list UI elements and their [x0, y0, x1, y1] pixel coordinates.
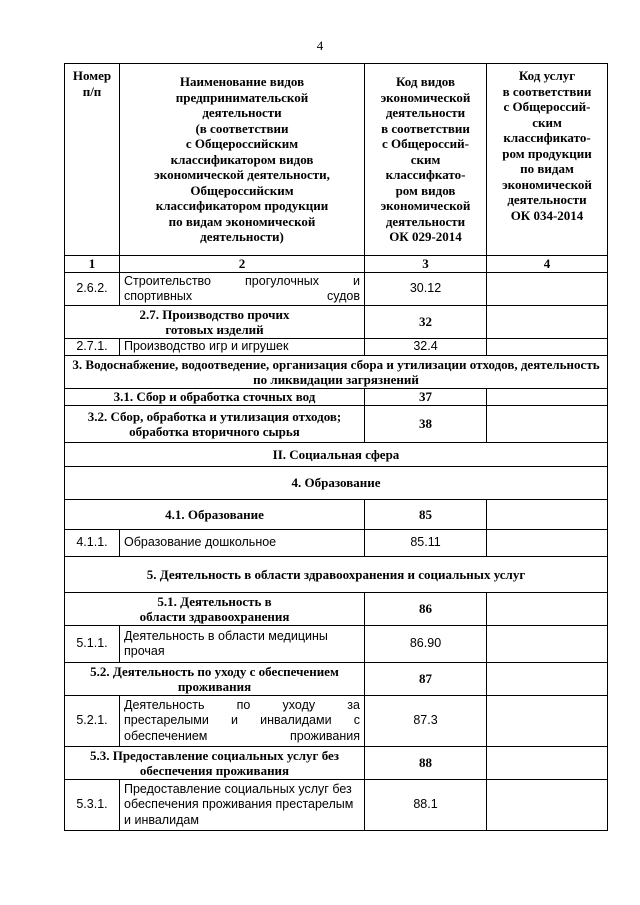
row-number: 4.1.1. — [65, 530, 120, 557]
row-code: 86.90 — [365, 626, 487, 663]
row-service-code — [487, 747, 608, 780]
section-row — [65, 356, 608, 389]
column-number: 4 — [487, 256, 608, 273]
column-number: 1 — [65, 256, 120, 273]
row-service-code — [487, 780, 608, 831]
row-code: 37 — [365, 389, 487, 406]
row-name: 5.1. Деятельность в области здравоохранения — [65, 593, 365, 626]
row-code: 85 — [365, 500, 487, 530]
table-row — [65, 406, 608, 443]
header-okpd-code: Код услуг в соответствии с Общероссий- ским классификато- ром продукции по видам экономической деятельности ОК 034-2014 — [487, 64, 608, 256]
header-okved-code: Код видов экономической деятельности в соответствии с Общероссий- ским классифкато- ром видов экономической деятельности ОК 029-2014 — [365, 64, 487, 256]
row-service-code — [487, 406, 608, 443]
row-name: 3.2. Сбор, обработка и утилизация отходов; обработка вторичного сырья — [65, 406, 365, 443]
header-number: Номер п/п — [65, 64, 120, 256]
row-code: 38 — [365, 406, 487, 443]
row-name: Образование дошкольное — [120, 530, 365, 557]
row-service-code — [487, 530, 608, 557]
row-name: 4.1. Образование — [65, 500, 365, 530]
table-row — [65, 747, 608, 780]
row-code: 88.1 — [365, 780, 487, 831]
table-row — [65, 500, 608, 530]
table-row — [65, 339, 608, 356]
row-number: 5.2.1. — [65, 696, 120, 747]
row-service-code — [487, 593, 608, 626]
row-service-code — [487, 273, 608, 306]
column-number: 2 — [120, 256, 365, 273]
table-row — [65, 626, 608, 663]
row-name: Производство игр и игрушек — [120, 339, 365, 356]
row-service-code — [487, 696, 608, 747]
row-name: 2.7. Производство прочих готовых изделий — [65, 306, 365, 339]
row-service-code — [487, 306, 608, 339]
section-row — [65, 557, 608, 593]
row-name: Деятельность в области медицины прочая — [120, 626, 365, 663]
table-row — [65, 780, 608, 831]
row-number: 2.7.1. — [65, 339, 120, 356]
row-service-code — [487, 663, 608, 696]
row-code: 86 — [365, 593, 487, 626]
section-title: 5. Деятельность в области здравоохранения и социальных услуг — [65, 557, 608, 593]
table-row — [65, 663, 608, 696]
table-row — [65, 306, 608, 339]
table-row — [65, 593, 608, 626]
row-name: 5.2. Деятельность по уходу с обеспечением проживания — [65, 663, 365, 696]
row-name: 5.3. Предоставление социальных услуг без обеспечения проживания — [65, 747, 365, 780]
row-code: 32 — [365, 306, 487, 339]
row-name: Строительство прогулочных и спортивных судов — [120, 273, 365, 306]
section-row — [65, 467, 608, 500]
activities-table — [64, 63, 608, 831]
row-name: Предоставление социальных услуг без обеспечения проживания престарелым и инвалидам — [120, 780, 365, 831]
row-code: 85.11 — [365, 530, 487, 557]
section-title: 4. Образование — [65, 467, 608, 500]
header-row — [65, 64, 608, 256]
table-row — [65, 696, 608, 747]
table-row — [65, 389, 608, 406]
row-number: 5.3.1. — [65, 780, 120, 831]
column-numbers-row — [65, 256, 608, 273]
row-code: 30.12 — [365, 273, 487, 306]
row-service-code — [487, 339, 608, 356]
row-code: 87.3 — [365, 696, 487, 747]
row-code: 32.4 — [365, 339, 487, 356]
row-service-code — [487, 626, 608, 663]
row-code: 87 — [365, 663, 487, 696]
page-number: 4 — [316, 38, 324, 53]
row-number: 5.1.1. — [65, 626, 120, 663]
table-row — [65, 273, 608, 306]
row-code: 88 — [365, 747, 487, 780]
section-title: 3. Водоснабжение, водоотведение, организация сбора и утилизации отходов, деятельность по ликвидации загрязнений — [65, 356, 608, 389]
row-service-code — [487, 389, 608, 406]
section-title: II. Социальная сфера — [65, 443, 608, 467]
row-number: 2.6.2. — [65, 273, 120, 306]
row-name: Деятельность по уходу за престарелыми и инвалидами с обеспечением проживания — [120, 696, 365, 747]
column-number: 3 — [365, 256, 487, 273]
row-service-code — [487, 500, 608, 530]
table-row — [65, 530, 608, 557]
section-row — [65, 443, 608, 467]
header-activity-name: Наименование видов предпринимательской деятельности (в соответствии с Общероссийским классификатором видов экономической деятельности, Общероссийским классификатором продукции по видам экономической деятельности) — [120, 64, 365, 256]
row-name: 3.1. Сбор и обработка сточных вод — [65, 389, 365, 406]
